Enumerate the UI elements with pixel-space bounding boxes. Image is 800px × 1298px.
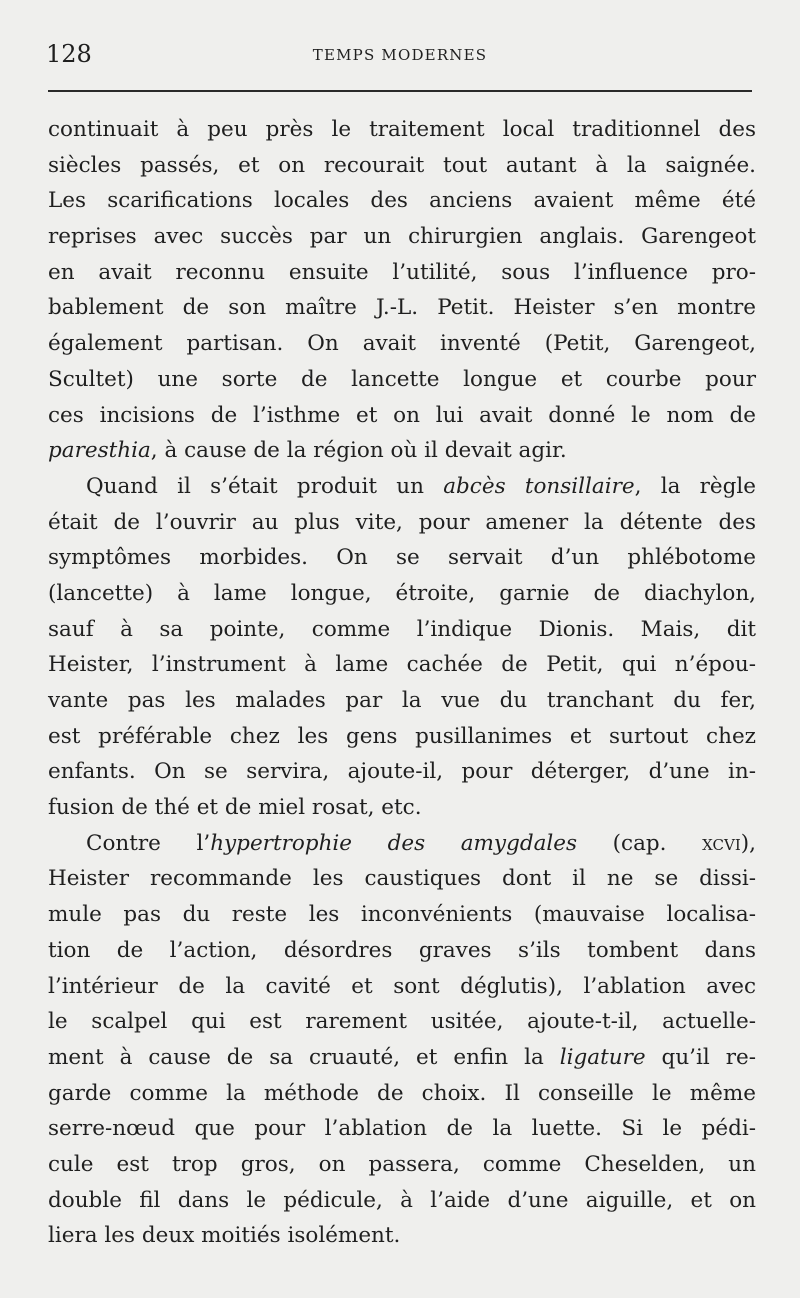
italic-phrase: ligature	[559, 1044, 646, 1070]
text-line: l’intérieur de la cavité et sont déglutis), l’ablation avec	[48, 973, 756, 999]
text-line: vante pas les malades par la vue du tranchant du fer,	[48, 688, 756, 713]
text-line: également partisan. On avait inventé (Petit, Garengeot,	[48, 331, 756, 357]
small-caps-phrase: xcvi	[702, 830, 741, 856]
text-line: Quand il s’était produit un abcès tonsillaire, la règle	[86, 473, 756, 499]
text-line: bablement de son maître J.-L. Petit. Heister s’en montre	[48, 295, 756, 321]
text-line: fusion de thé et de miel rosat, etc.	[48, 795, 422, 821]
text-line: Les scarifications locales des anciens avaient même été	[48, 188, 756, 214]
italic-phrase: hypertrophie des amygdales	[210, 830, 578, 856]
text-line: ment à cause de sa cruauté, et enfin la ligature qu’il re-	[48, 1044, 756, 1070]
text-line: sauf à sa pointe, comme l’indique Dionis. Mais, dit	[48, 616, 756, 642]
text-line: (lancette) à lame longue, étroite, garnie de diachylon,	[48, 580, 756, 606]
text-line: liera les deux moitiés isolément.	[48, 1223, 401, 1249]
text-line: garde comme la méthode de choix. Il conseille le même	[48, 1080, 756, 1106]
text-line: double fil dans le pédicule, à l’aide d’une aiguille, et on	[48, 1187, 756, 1213]
text-line: Heister, l’instrument à lame cachée de Petit, qui n’épou-	[48, 652, 756, 678]
text-line: serre-nœud que pour l’ablation de la luette. Si le pédi-	[48, 1116, 756, 1142]
text-line: Scultet) une sorte de lancette longue et courbe pour	[48, 366, 756, 392]
text-line: Contre l’hypertrophie des amygdales (cap. xcvi),	[86, 830, 756, 856]
text-line: cule est trop gros, on passera, comme Cheselden, un	[48, 1151, 756, 1177]
italic-phrase: abcès tonsillaire	[443, 473, 635, 499]
text-line: reprises avec succès par un chirurgien anglais. Garengeot	[48, 224, 756, 250]
header-rule	[48, 90, 752, 92]
text-line: continuait à peu près le traitement local traditionnel des	[48, 117, 756, 142]
text-line: Heister recommande les caustiques dont il ne se dissi-	[48, 866, 756, 892]
body-text	[48, 112, 756, 1254]
page-header	[46, 40, 754, 70]
italic-phrase: paresthia	[48, 438, 151, 464]
page-number: 128	[46, 40, 92, 68]
text-line: enfants. On se servira, ajoute-il, pour déterger, d’une in-	[48, 759, 756, 785]
text-line: le scalpel qui est rarement usitée, ajoute-t-il, actuelle-	[48, 1009, 756, 1035]
text-line: mule pas du reste les inconvénients (mauvaise localisa-	[48, 902, 756, 928]
text-line: symptômes morbides. On se servait d’un phlébotome	[48, 545, 756, 571]
text-line: tion de l’action, désordres graves s’ils tombent dans	[48, 937, 756, 963]
text-line: ces incisions de l’isthme et on lui avait donné le nom de	[48, 402, 756, 428]
text-line: était de l’ouvrir au plus vite, pour amener la détente des	[48, 509, 756, 535]
text-line: siècles passés, et on recourait tout autant à la saignée.	[48, 152, 756, 178]
running-head: TEMPS MODERNES	[312, 46, 488, 64]
text-line: en avait reconnu ensuite l’utilité, sous l’influence pro-	[48, 259, 756, 285]
text-line: est préférable chez les gens pusillanimes et surtout chez	[48, 723, 756, 749]
text-line: paresthia, à cause de la région où il devait agir.	[48, 438, 567, 464]
